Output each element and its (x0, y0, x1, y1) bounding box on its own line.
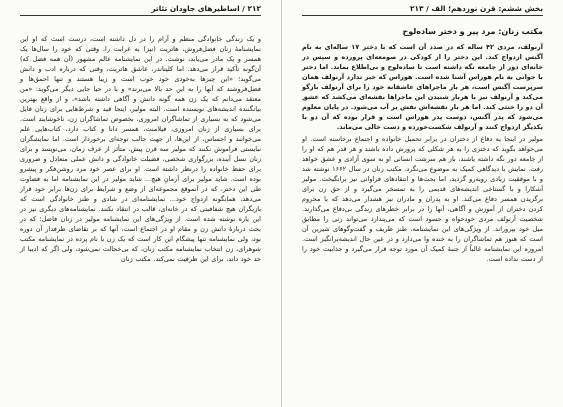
page-header: بخش ششم: قرن نوزدهم؛ الف / ۲۱۳ (410, 4, 543, 13)
page-header: ۲۱۲ / اساطیرهای جاودان تئاتر (151, 4, 261, 13)
body-text: مولیر در اینجا به دفاع از دختران در برابر تحمیل خانواده و اجتماع برخاسته است. او می‌خواهد بگوید که دختری را به هر شکلی که پرورش داده باشند و هر قدر هم که او را از جامعه دور نگه داشته باشند، باز هم سرشت انسانی او به سوی آزادی و عشق خواهد رفت. نمایش با دیدگاهی کمیک به موضوع می‌نگرد. مکتب زنان در سال ۱۶۶۲ نوشته شد و با موفقیت زیادی روبه‌رو گردید، اما بحث‌ها و انتقادهای فراوانی نیز برانگیخت. مولیر آشکارا و با گستاخی اندیشه‌های قدیمی را به تمسخر می‌گیرد و از حق زن برای برگزیدن همسر دفاع می‌کند. او به پدران و مادران نیز هشدار می‌دهد که با محروم کردن دختران از آموزش و آگاهی، آنها را در برابر خطرهای زندگی بی‌دفاع می‌گذارند. شخصیت آرنولف مردی خودخواه و حسود است که می‌پندارد می‌تواند زنی را مطابق میل خود بپروراند. از ویژگی‌های این نمایشنامه، طنز ظریف و گفت‌وگوهای شیرین آن است که هنوز هم تماشاگران را به خنده وا می‌دارد و در عین حال اندیشه‌برانگیز است. امروزه این نمایشنامه غالباً از جنبهٔ کمیک آن مورد توجه قرار می‌گیرد و جذابیت خود را از دست نداده است. (302, 135, 543, 263)
body-text: و یک زندگی خانوادگی منظم و آرام را در دل داشته است، درست است که او این نمایشنامهٔ زنان فضل‌فروش، هاتریت (نیز) به غرابت را، وقتی که خود را سال‌ها یک همسر و یک مادر می‌یابد، نوشت. در این نمایشنامه عالم مشهور (آن همه فضل که) آن‌گونه تأکید قرار می‌دهد. اما کلیتاندر، عاشق هاتریت، وقتی که درباره ادب و دانش می‌گوید؛ «این چیزها به‌خودی خود خوب است و زیبا هستند و تنها احمق‌ها و فضل‌فروشند که آنها را به این حد بالا می‌برند» و با در حیا جایی دیگر می‌گوید: «من معتقد می‌دانم که یک زن همه گونه دانش و آگاهی داشته باشد»، و از واقع بهترین بیانگننده اندیشه‌های نویسنده است. البته مولیر، اینجا قید و شرط‌هایی برای زنان فایل می‌شود که به بسیاری از تماشاگران امروزی، بخصوص تماشاگران زن، ناخوشایند است. برای بسیاری از زنان امروزی، فیلامنت، همسر دانا و کتاب دارد، کتاب‌هایی علم می‌خوانند و احساس، از این‌ها، از جهت جالب توجه‌ای برخوردار است. اما نمایشگران نبایستی فراموش نکنند که مولیر سه قرن پیش، متأثر از عرف زمان، می‌نویسد و برای زنان نسل آینده، بزرگواری شخصی، فضیلت خانوادگی و دانش عملی متعادل و ضروری برای حفظ خانواده را درنظر داشته است. او برای عصر خود مرد روشن‌فکر و پیشرو بوده است. شاید مولیر برای آرمانِ هیچ... شاید مولیر در این نمایشنامه اما به فضاوت طی این دختر، که در آنموقع مجموعه‌ای از وضع و شرایط برای زن‌ها برابر خود قرار می‌دهد، همانگونه ازدواج خود... نمایشنامه‌ای در شادی و طنز خانوادگی است که بازیگران هیچ شفافیتی که در خانه‌ای، قالب در انتقاد نکنند. نمایشنامه‌های دیگری نیز در این باره نوشته شده است. از ویژگی‌های این نمایشنامه مولیر در زنان فاضل؛ که در بحث دربارهٔ دانش زن و مقام او در اجتماع است، آنها که بر تقاضای طرفدار آن دوره بود، ولی نمایشنامه تنها پیشگام این کار است که یک زن با نام پرده در نمایشنامه مکتب شوهرای، زن انتخاب نمایشنامه مکتب زنان، که بی‌خجالت نمی‌شود، ولی اگر که ادیبا از حد خود داند، برای این ظرفیت نمی‌کند. مکتب زنان (20, 35, 261, 263)
section-title: مکتب زنان: مرد پیر و دختر ساده‌لوح (402, 27, 543, 36)
left-page (0, 0, 281, 407)
summary-paragraph: آرنولف، مردی ۴۲ ساله که در صدد آن است که با دختر ۱۷ ساله‌ای به نام آگنس ازدواج کند. این دختر را از کودکی در صومعه‌ای پرورده و سپس در خانه‌ای دور از جامعه نگه داشته است تا ساده‌لوح و بی‌اطلاع بماند. اما دختر با جوانی به نام هوراس آشنا شده است. هوراس که خبر ندارد آرنولف همان سرپرست آگنس است، هر بار ماجراهای عاشقانه خود را برای آرنولف بازگو می‌کند و آرنولف نیز با هربار شنیدن این ماجراها نقشه‌ای می‌کشد که عشق آن دو را خنثی کند. اما هر بار نقشه‌اش نقش بر آب می‌شود. در پایان معلوم می‌شود که پدر آگنس، دوست پدر هوراس است و قرار بوده که آن دو با یکدیگر ازدواج کنند و آرنولف شکست‌خورده و دست خالی می‌ماند. (302, 43, 543, 131)
header-rule (302, 15, 543, 16)
header-rule (20, 15, 261, 16)
right-page (282, 0, 563, 407)
